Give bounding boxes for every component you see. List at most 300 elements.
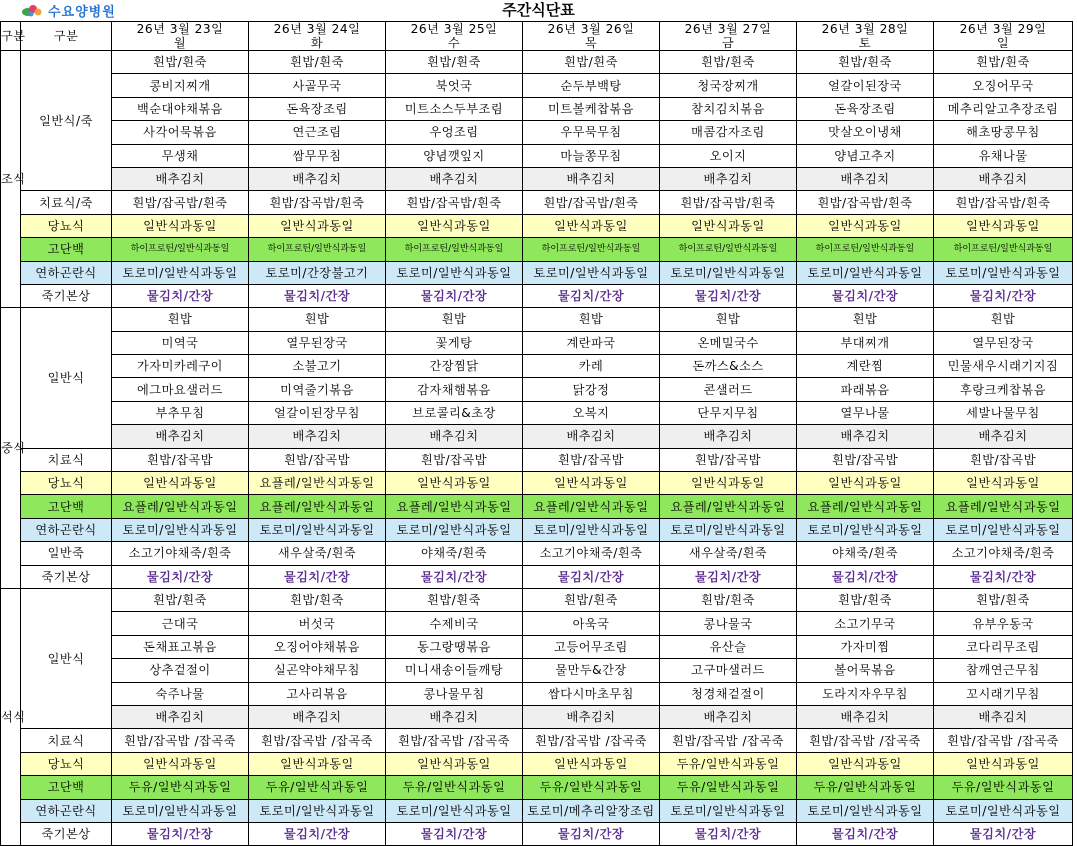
- menu-cell: 흰밥/흰죽: [112, 51, 249, 74]
- menu-cell: 요플레/일반식과동일: [249, 495, 386, 518]
- menu-cell: 도라지자우무침: [797, 682, 934, 705]
- menu-cell: 배추김치: [386, 705, 523, 728]
- menu-cell: 물김치/간장: [249, 822, 386, 845]
- menu-cell: 미트소스두부조림: [386, 97, 523, 120]
- menu-cell: 배추김치: [660, 705, 797, 728]
- menu-cell: 연근조림: [249, 121, 386, 144]
- menu-cell: 열무된장국: [249, 331, 386, 354]
- menu-cell: 일반식과동일: [386, 752, 523, 775]
- menu-row: [1, 565, 1073, 588]
- menu-cell: 흰밥: [112, 308, 249, 331]
- menu-cell: 배추김치: [934, 167, 1073, 190]
- menu-cell: 사골무국: [249, 74, 386, 97]
- menu-cell: 흰밥: [934, 308, 1073, 331]
- menu-cell: 흰밥: [386, 308, 523, 331]
- menu-cell: 흰밥/잡곡밥/흰죽: [112, 191, 249, 214]
- menu-cell: 사각어묵볶음: [112, 121, 249, 144]
- menu-row: [1, 261, 1073, 284]
- menu-cell: 물김치/간장: [934, 822, 1073, 845]
- menu-cell: 토로미/일반식과동일: [523, 261, 660, 284]
- menu-cell: 하이프로틴/일반식과동일: [386, 238, 523, 261]
- menu-cell: 흰밥/잡곡밥 /잡곡죽: [249, 729, 386, 752]
- menu-cell: 흰밥/흰죽: [797, 588, 934, 611]
- menu-row: [1, 635, 1073, 658]
- menu-cell: 고사리볶음: [249, 682, 386, 705]
- menu-cell: 흰밥/흰죽: [934, 588, 1073, 611]
- menu-cell: 흰밥/잡곡밥 /잡곡죽: [112, 729, 249, 752]
- page-title: 주간식단표: [502, 1, 575, 19]
- menu-cell: 동그랑땡볶음: [386, 635, 523, 658]
- menu-cell: 흰밥/흰죽: [934, 51, 1073, 74]
- menu-cell: 요플레/일반식과동일: [934, 495, 1073, 518]
- menu-cell: 두유/일반식과동일: [386, 776, 523, 799]
- menu-cell: 브로콜리&초장: [386, 401, 523, 424]
- menu-cell: 배추김치: [523, 425, 660, 448]
- menu-cell: 가자미찜: [797, 635, 934, 658]
- menu-cell: 물김치/간장: [660, 284, 797, 307]
- menu-cell: 소불고기: [249, 355, 386, 378]
- menu-cell: 토로미/일반식과동일: [660, 518, 797, 541]
- menu-cell: 토로미/일반식과동일: [249, 799, 386, 822]
- menu-cell: 쌈다시마초무침: [523, 682, 660, 705]
- menu-cell: 단무지무침: [660, 401, 797, 424]
- menu-cell: 흰밥/잡곡밥/흰죽: [660, 191, 797, 214]
- menu-cell: 후랑크케찹볶음: [934, 378, 1073, 401]
- menu-row: [1, 495, 1073, 518]
- menu-cell: 흰밥/흰죽: [523, 51, 660, 74]
- menu-cell: 하이프로틴/일반식과동일: [523, 238, 660, 261]
- day-date: 26년 3월 26일: [547, 22, 635, 36]
- day-date: 26년 3월 29일: [959, 22, 1047, 36]
- menu-cell: 흰밥/흰죽: [112, 588, 249, 611]
- menu-cell: 요플레/일반식과동일: [386, 495, 523, 518]
- day-header: [386, 22, 523, 51]
- menu-cell: 배추김치: [797, 167, 934, 190]
- menu-cell: 세발나물무침: [934, 401, 1073, 424]
- menu-cell: 콩나물국: [660, 612, 797, 635]
- menu-row: [1, 378, 1073, 401]
- menu-cell: 오이지: [660, 144, 797, 167]
- menu-cell: 미니새송이들깨탕: [386, 659, 523, 682]
- category-label: 죽기본상: [21, 822, 112, 845]
- day-header: [660, 22, 797, 51]
- menu-cell: 소고기야채죽/흰죽: [523, 542, 660, 565]
- menu-cell: 유산슬: [660, 635, 797, 658]
- category-label: 당뇨식: [21, 472, 112, 495]
- menu-cell: 토로미/일반식과동일: [797, 799, 934, 822]
- menu-cell: 꼬시래기무침: [934, 682, 1073, 705]
- menu-cell: 유부우동국: [934, 612, 1073, 635]
- menu-cell: 요플레/일반식과동일: [523, 495, 660, 518]
- menu-cell: 상추겉절이: [112, 659, 249, 682]
- menu-cell: 물만두&간장: [523, 659, 660, 682]
- menu-cell: 해초땅콩무침: [934, 121, 1073, 144]
- menu-cell: 일반식과동일: [797, 472, 934, 495]
- menu-cell: 양념깻잎지: [386, 144, 523, 167]
- category-label: 일반식/죽: [21, 51, 112, 191]
- menu-cell: 유채나물: [934, 144, 1073, 167]
- menu-cell: 닭강정: [523, 378, 660, 401]
- menu-cell: 토로미/일반식과동일: [386, 518, 523, 541]
- menu-cell: 일반식과동일: [523, 752, 660, 775]
- menu-cell: 물김치/간장: [112, 565, 249, 588]
- menu-cell: 배추김치: [523, 167, 660, 190]
- menu-row: [1, 214, 1073, 237]
- menu-cell: 감자채햄볶음: [386, 378, 523, 401]
- menu-cell: 흰밥: [523, 308, 660, 331]
- category-label: 연하곤란식: [21, 261, 112, 284]
- menu-cell: 참깨연근무침: [934, 659, 1073, 682]
- menu-cell: 얼갈이된장국: [797, 74, 934, 97]
- menu-cell: 토로미/일반식과동일: [112, 518, 249, 541]
- day-header: [523, 22, 660, 51]
- menu-cell: 흰밥/잡곡밥 /잡곡죽: [797, 729, 934, 752]
- category-label: 고단백: [21, 776, 112, 799]
- menu-cell: 흰밥/잡곡밥/흰죽: [249, 191, 386, 214]
- menu-cell: 메추리알고추장조림: [934, 97, 1073, 120]
- menu-cell: 토로미/일반식과동일: [660, 261, 797, 284]
- menu-cell: 카레: [523, 355, 660, 378]
- menu-cell: 민물새우시래기지짐: [934, 355, 1073, 378]
- menu-cell: 하이프로틴/일반식과동일: [660, 238, 797, 261]
- category-label: 당뇨식: [21, 752, 112, 775]
- menu-cell: 일반식과동일: [934, 472, 1073, 495]
- menu-cell: 간장찜닭: [386, 355, 523, 378]
- menu-cell: 고구마샐러드: [660, 659, 797, 682]
- menu-cell: 흰밥: [249, 308, 386, 331]
- menu-cell: 흰밥/잡곡밥 /잡곡죽: [386, 729, 523, 752]
- menu-cell: 일반식과동일: [112, 214, 249, 237]
- menu-cell: 미역줄기볶음: [249, 378, 386, 401]
- menu-row: [1, 799, 1073, 822]
- menu-cell: 흰밥/잡곡밥: [523, 448, 660, 471]
- menu-cell: 코다리무조림: [934, 635, 1073, 658]
- day-header: [249, 22, 386, 51]
- menu-cell: 두유/일반식과동일: [112, 776, 249, 799]
- menu-cell: 요플레/일반식과동일: [660, 495, 797, 518]
- day-weekday: 금: [721, 36, 735, 50]
- menu-cell: 가자미카레구이: [112, 355, 249, 378]
- menu-cell: 두유/일반식과동일: [660, 776, 797, 799]
- menu-cell: 열무나물: [797, 401, 934, 424]
- menu-cell: 일반식과동일: [660, 472, 797, 495]
- menu-cell: 부추무침: [112, 401, 249, 424]
- menu-cell: 매콤감자조림: [660, 121, 797, 144]
- menu-cell: 배추김치: [249, 705, 386, 728]
- menu-cell: 양념고추지: [797, 144, 934, 167]
- menu-row: [1, 331, 1073, 354]
- category-label: 죽기본상: [21, 565, 112, 588]
- menu-cell: 흰밥/흰죽: [386, 588, 523, 611]
- menu-cell: 맛살오이냉채: [797, 121, 934, 144]
- menu-cell: 물김치/간장: [523, 284, 660, 307]
- menu-row: [1, 659, 1073, 682]
- category-label: 죽기본상: [21, 284, 112, 307]
- menu-cell: 흰밥/흰죽: [660, 51, 797, 74]
- menu-cell: 하이프로틴/일반식과동일: [249, 238, 386, 261]
- menu-cell: 두유/일반식과동일: [934, 776, 1073, 799]
- menu-row: [1, 97, 1073, 120]
- menu-row: [1, 612, 1073, 635]
- day-date: 26년 3월 25일: [410, 22, 498, 36]
- menu-cell: 흰밥/흰죽: [249, 51, 386, 74]
- menu-cell: 배추김치: [797, 425, 934, 448]
- menu-cell: 계란찜: [797, 355, 934, 378]
- category-label: 일반식: [21, 308, 112, 448]
- weekly-menu-table: [0, 21, 1073, 846]
- menu-cell: 물김치/간장: [112, 284, 249, 307]
- menu-row: [1, 472, 1073, 495]
- menu-cell: 콘샐러드: [660, 378, 797, 401]
- menu-cell: 볼어묵볶음: [797, 659, 934, 682]
- menu-cell: 일반식과동일: [386, 214, 523, 237]
- menu-cell: 근대국: [112, 612, 249, 635]
- menu-cell: 흰밥/잡곡밥: [249, 448, 386, 471]
- menu-cell: 토로미/메추리알장조림: [523, 799, 660, 822]
- menu-cell: 배추김치: [934, 705, 1073, 728]
- menu-cell: 물김치/간장: [523, 565, 660, 588]
- category-label: 당뇨식: [21, 214, 112, 237]
- menu-cell: 물김치/간장: [386, 284, 523, 307]
- menu-cell: 북엇국: [386, 74, 523, 97]
- menu-cell: 청국장찌개: [660, 74, 797, 97]
- menu-cell: 일반식과동일: [523, 472, 660, 495]
- menu-cell: 배추김치: [660, 167, 797, 190]
- menu-cell: 요플레/일반식과동일: [249, 472, 386, 495]
- category-label: 고단백: [21, 495, 112, 518]
- menu-cell: 마늘쫑무침: [523, 144, 660, 167]
- menu-cell: 일반식과동일: [934, 752, 1073, 775]
- menu-cell: 흰밥/흰죽: [249, 588, 386, 611]
- menu-cell: 물김치/간장: [386, 822, 523, 845]
- menu-cell: 돈육장조림: [797, 97, 934, 120]
- menu-cell: 배추김치: [112, 425, 249, 448]
- menu-cell: 숙주나물: [112, 682, 249, 705]
- menu-cell: 일반식과동일: [523, 214, 660, 237]
- menu-cell: 일반식과동일: [934, 214, 1073, 237]
- menu-cell: 소고기야채죽/흰죽: [112, 542, 249, 565]
- menu-cell: 오복지: [523, 401, 660, 424]
- menu-cell: 야채죽/흰죽: [386, 542, 523, 565]
- day-weekday: 수: [447, 36, 461, 50]
- menu-cell: 흰밥/잡곡밥: [660, 448, 797, 471]
- menu-cell: 흰밥/잡곡밥 /잡곡죽: [660, 729, 797, 752]
- menu-cell: 토로미/간장불고기: [249, 261, 386, 284]
- menu-cell: 물김치/간장: [797, 565, 934, 588]
- menu-cell: 미트볼케찹볶음: [523, 97, 660, 120]
- menu-row: [1, 401, 1073, 424]
- menu-cell: 토로미/일반식과동일: [660, 799, 797, 822]
- menu-row: [1, 542, 1073, 565]
- menu-cell: 배추김치: [797, 705, 934, 728]
- menu-cell: 버섯국: [249, 612, 386, 635]
- menu-row: [1, 167, 1073, 190]
- menu-cell: 일반식과동일: [797, 214, 934, 237]
- category-label: 일반식: [21, 588, 112, 728]
- meal-label: 조식: [1, 51, 21, 308]
- day-weekday: 목: [584, 36, 598, 50]
- category-column-header: 구분: [21, 22, 112, 51]
- menu-cell: 쌈무무침: [249, 144, 386, 167]
- category-label: 연하곤란식: [21, 799, 112, 822]
- menu-cell: 요플레/일반식과동일: [112, 495, 249, 518]
- menu-cell: 참치김치볶음: [660, 97, 797, 120]
- menu-cell: 물김치/간장: [797, 284, 934, 307]
- menu-cell: 하이프로틴/일반식과동일: [934, 238, 1073, 261]
- meal-label: 중식: [1, 308, 21, 589]
- menu-cell: 부대찌개: [797, 331, 934, 354]
- category-label: 치료식: [21, 448, 112, 471]
- menu-row: [1, 51, 1073, 74]
- menu-cell: 오징어무국: [934, 74, 1073, 97]
- logo-text: 수요양병원: [48, 5, 116, 20]
- menu-cell: 물김치/간장: [660, 822, 797, 845]
- day-date: 26년 3월 23일: [136, 22, 224, 36]
- menu-cell: 하이프로틴/일반식과동일: [797, 238, 934, 261]
- meal-label: 석식: [1, 588, 21, 845]
- menu-cell: 물김치/간장: [660, 565, 797, 588]
- menu-cell: 토로미/일반식과동일: [386, 799, 523, 822]
- menu-cell: 흰밥/흰죽: [386, 51, 523, 74]
- menu-cell: 흰밥: [797, 308, 934, 331]
- menu-cell: 요플레/일반식과동일: [797, 495, 934, 518]
- menu-cell: 돈채표고볶음: [112, 635, 249, 658]
- menu-row: [1, 752, 1073, 775]
- menu-cell: 토로미/일반식과동일: [112, 799, 249, 822]
- menu-cell: 소고기야채죽/흰죽: [934, 542, 1073, 565]
- menu-cell: 토로미/일반식과동일: [797, 261, 934, 284]
- menu-cell: 무생채: [112, 144, 249, 167]
- menu-cell: 물김치/간장: [112, 822, 249, 845]
- menu-cell: 일반식과동일: [386, 472, 523, 495]
- menu-row: [1, 588, 1073, 611]
- menu-cell: 돈육장조림: [249, 97, 386, 120]
- menu-cell: 파래볶음: [797, 378, 934, 401]
- menu-cell: 꽃게탕: [386, 331, 523, 354]
- menu-cell: 얼갈이된장무침: [249, 401, 386, 424]
- menu-cell: 배추김치: [249, 425, 386, 448]
- menu-cell: 콩나물무침: [386, 682, 523, 705]
- menu-cell: 물김치/간장: [386, 565, 523, 588]
- menu-cell: 고등어무조림: [523, 635, 660, 658]
- menu-cell: 순두부백탕: [523, 74, 660, 97]
- menu-cell: 일반식과동일: [112, 752, 249, 775]
- day-date: 26년 3월 28일: [821, 22, 909, 36]
- category-label: 치료식: [21, 729, 112, 752]
- day-header: [112, 22, 249, 51]
- menu-cell: 흰밥/흰죽: [660, 588, 797, 611]
- menu-cell: 열무된장국: [934, 331, 1073, 354]
- menu-cell: 소고기무국: [797, 612, 934, 635]
- menu-cell: 배추김치: [660, 425, 797, 448]
- menu-cell: 돈까스&소스: [660, 355, 797, 378]
- menu-cell: 야채죽/흰죽: [797, 542, 934, 565]
- menu-cell: 흰밥/잡곡밥: [934, 448, 1073, 471]
- menu-cell: 흰밥/잡곡밥/흰죽: [523, 191, 660, 214]
- menu-cell: 새우살죽/흰죽: [249, 542, 386, 565]
- meal-column-header: 구분: [1, 22, 21, 51]
- menu-cell: 흰밥/잡곡밥 /잡곡죽: [934, 729, 1073, 752]
- menu-cell: 배추김치: [249, 167, 386, 190]
- menu-cell: 온메밀국수: [660, 331, 797, 354]
- menu-cell: 일반식과동일: [112, 472, 249, 495]
- day-header: [797, 22, 934, 51]
- menu-cell: 청경채겉절이: [660, 682, 797, 705]
- menu-cell: 흰밥/잡곡밥/흰죽: [386, 191, 523, 214]
- menu-row: [1, 682, 1073, 705]
- menu-cell: 토로미/일반식과동일: [934, 518, 1073, 541]
- menu-cell: 일반식과동일: [797, 752, 934, 775]
- menu-row: [1, 284, 1073, 307]
- header-row: [1, 22, 1073, 51]
- menu-cell: 일반식과동일: [249, 214, 386, 237]
- menu-cell: 일반식과동일: [660, 214, 797, 237]
- menu-cell: 흰밥/흰죽: [523, 588, 660, 611]
- menu-cell: 일반식과동일: [249, 752, 386, 775]
- menu-cell: 배추김치: [386, 167, 523, 190]
- menu-cell: 토로미/일반식과동일: [386, 261, 523, 284]
- day-date: 26년 3월 24일: [273, 22, 361, 36]
- menu-cell: 토로미/일반식과동일: [934, 261, 1073, 284]
- menu-cell: 흰밥/잡곡밥: [797, 448, 934, 471]
- menu-cell: 흰밥: [660, 308, 797, 331]
- menu-cell: 아욱국: [523, 612, 660, 635]
- menu-row: [1, 705, 1073, 728]
- menu-cell: 콩비지찌개: [112, 74, 249, 97]
- menu-row: [1, 355, 1073, 378]
- menu-cell: 미역국: [112, 331, 249, 354]
- menu-cell: 수제비국: [386, 612, 523, 635]
- day-weekday: 일: [996, 36, 1010, 50]
- menu-cell: 새우살죽/흰죽: [660, 542, 797, 565]
- menu-cell: 물김치/간장: [934, 284, 1073, 307]
- menu-cell: 물김치/간장: [523, 822, 660, 845]
- menu-cell: 두유/일반식과동일: [797, 776, 934, 799]
- category-label: 고단백: [21, 238, 112, 261]
- menu-cell: 실곤약야채무침: [249, 659, 386, 682]
- category-label: 일반죽: [21, 542, 112, 565]
- menu-cell: 배추김치: [386, 425, 523, 448]
- menu-cell: 흰밥/잡곡밥: [112, 448, 249, 471]
- menu-row: [1, 308, 1073, 331]
- day-weekday: 월: [173, 36, 187, 50]
- menu-cell: 물김치/간장: [249, 284, 386, 307]
- menu-cell: 백순대야채볶음: [112, 97, 249, 120]
- menu-cell: 하이프로틴/일반식과동일: [112, 238, 249, 261]
- day-header: [934, 22, 1073, 51]
- menu-row: [1, 729, 1073, 752]
- menu-cell: 흰밥/흰죽: [797, 51, 934, 74]
- menu-row: [1, 448, 1073, 471]
- menu-row: [1, 518, 1073, 541]
- menu-cell: 토로미/일반식과동일: [797, 518, 934, 541]
- menu-row: [1, 121, 1073, 144]
- header: [0, 0, 1077, 21]
- menu-cell: 흰밥/잡곡밥/흰죽: [797, 191, 934, 214]
- day-weekday: 토: [858, 36, 872, 50]
- day-date: 26년 3월 27일: [684, 22, 772, 36]
- menu-cell: 두유/일반식과동일: [249, 776, 386, 799]
- menu-cell: 우무묵무침: [523, 121, 660, 144]
- category-label: 연하곤란식: [21, 518, 112, 541]
- menu-cell: 흰밥/잡곡밥 /잡곡죽: [523, 729, 660, 752]
- day-weekday: 화: [310, 36, 324, 50]
- menu-cell: 배추김치: [112, 705, 249, 728]
- menu-cell: 토로미/일반식과동일: [249, 518, 386, 541]
- menu-cell: 두유/일반식과동일: [523, 776, 660, 799]
- menu-row: [1, 822, 1073, 845]
- category-label: 치료식/죽: [21, 191, 112, 214]
